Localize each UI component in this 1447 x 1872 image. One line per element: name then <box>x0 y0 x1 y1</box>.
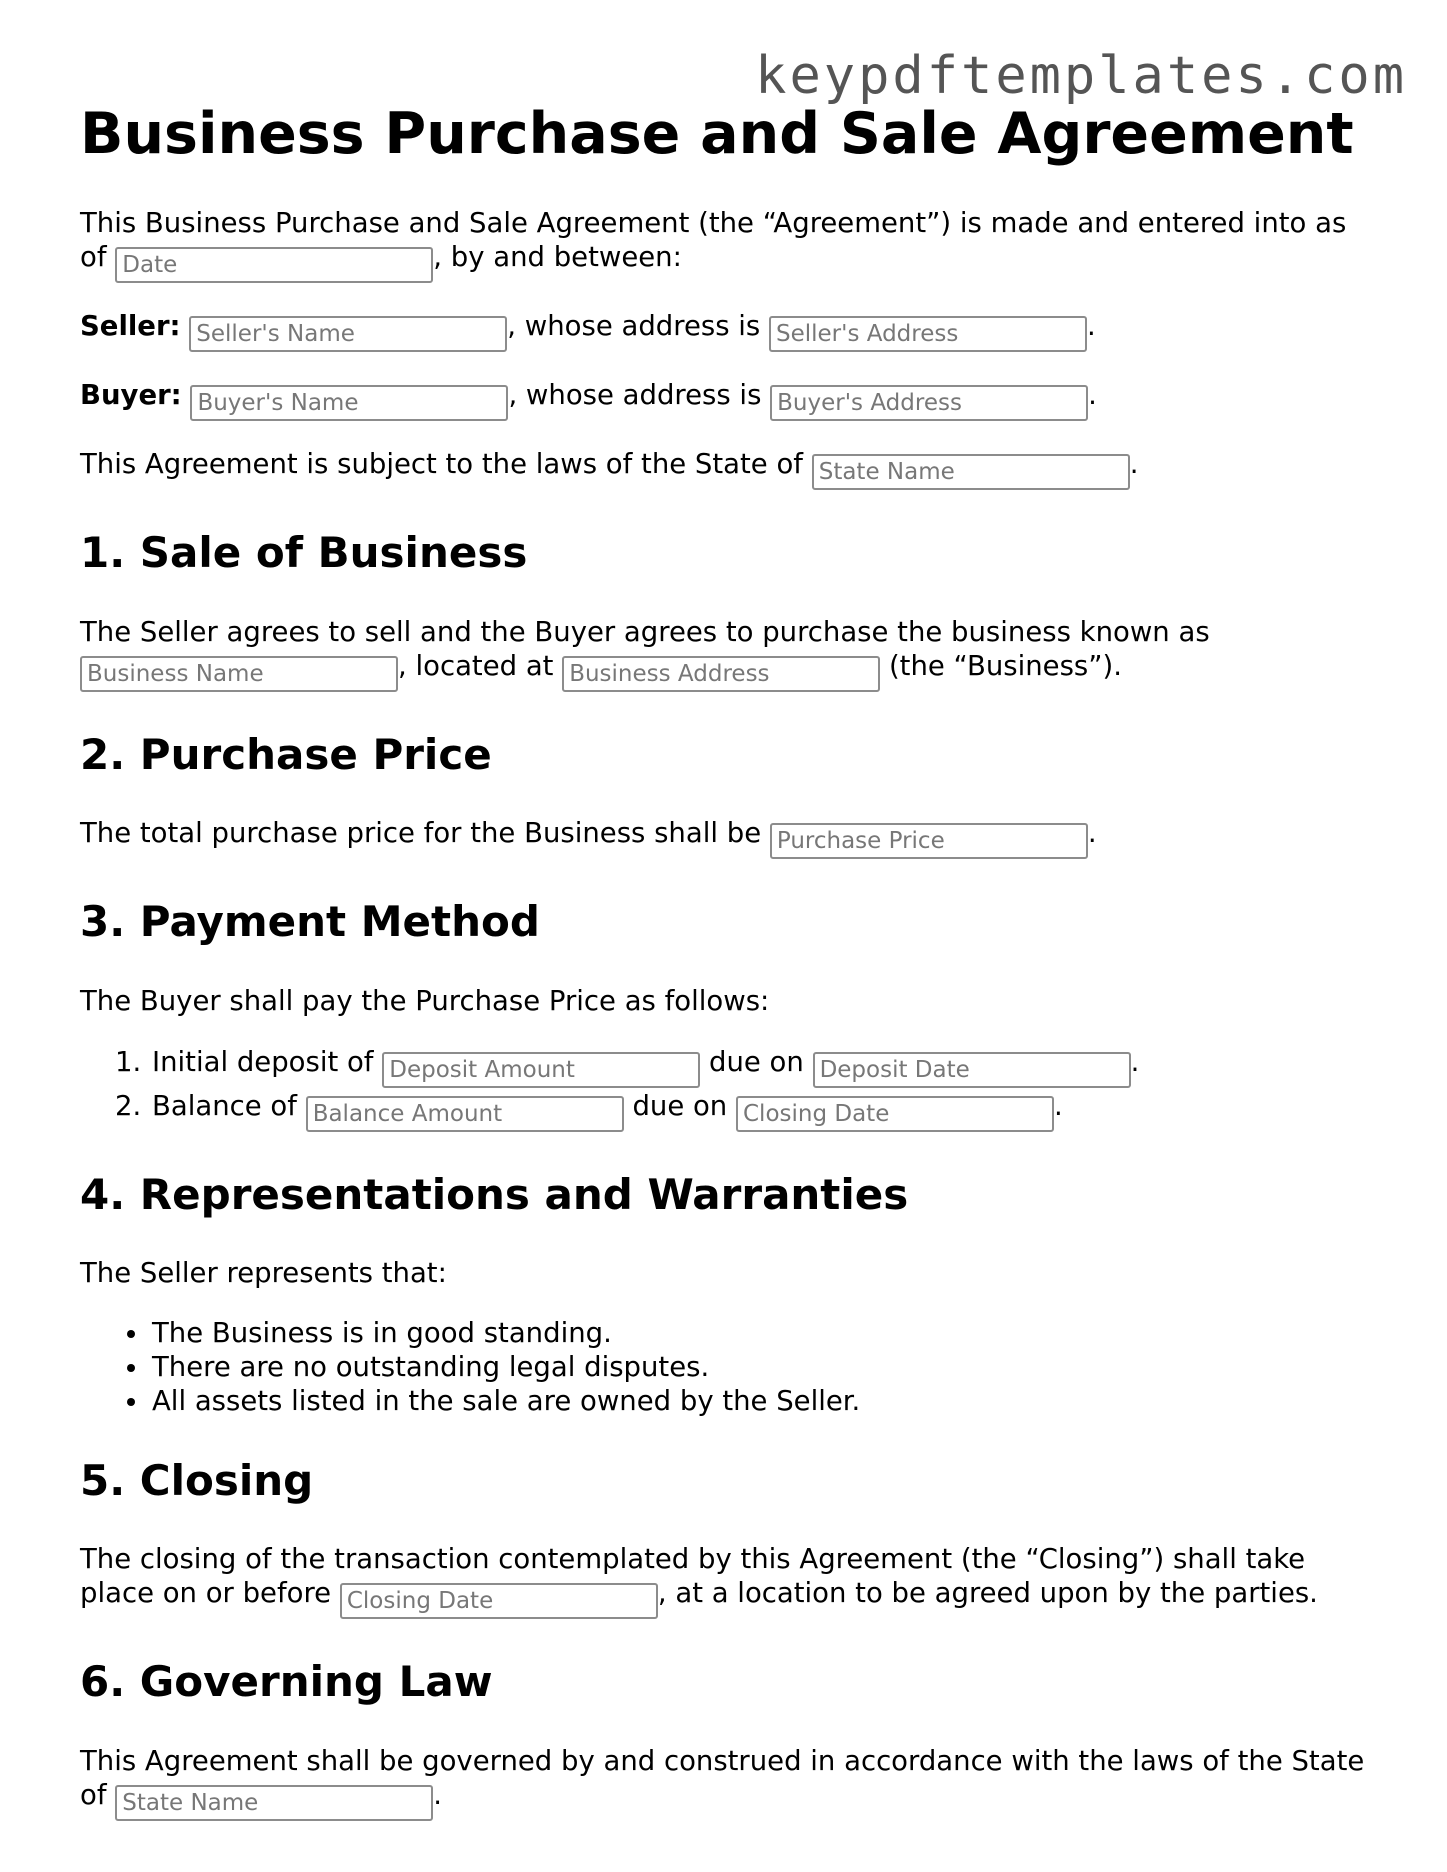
balance-label: Balance of <box>152 1089 297 1122</box>
deposit-line-end: . <box>1130 1045 1140 1078</box>
closing-paragraph <box>80 1542 1380 1619</box>
buyer-address-field[interactable] <box>770 385 1088 421</box>
payment-item-deposit <box>150 1044 1380 1088</box>
purchase-price-field[interactable] <box>770 823 1088 859</box>
deposit-date-field[interactable] <box>813 1052 1131 1088</box>
deposit-amount-field[interactable] <box>382 1052 700 1088</box>
balance-line-end: . <box>1054 1089 1063 1122</box>
balance-due-text: due on <box>632 1089 728 1122</box>
representations-list <box>80 1316 1380 1418</box>
business-name-field[interactable] <box>80 656 398 692</box>
seller-label: Seller: <box>80 310 181 343</box>
buyer-label: Buyer: <box>80 379 182 412</box>
page-title: Business Purchase and Sale Agreement <box>80 101 1354 167</box>
agreement-date-field[interactable] <box>115 247 433 283</box>
laws-line <box>80 447 1380 490</box>
section-heading-payment: 3. Payment Method <box>80 897 540 947</box>
section-heading-representations: 4. Representations and Warranties <box>80 1169 909 1219</box>
buyer-name-field[interactable] <box>190 385 508 421</box>
sale-mid-text: , located at <box>398 649 554 682</box>
buyer-line-end: . <box>1088 379 1097 412</box>
closing-text: The closing of the transaction contemplated by this Agreement (the “Closing”) shall take place on or before <box>80 1543 1306 1610</box>
section-heading-closing: 5. Closing <box>80 1455 314 1505</box>
price-paragraph <box>80 816 1380 859</box>
governing-law-text: This Agreement shall be governed by and construed in accordance with the laws of the State of <box>80 1744 1365 1811</box>
payment-item-balance <box>150 1088 1380 1132</box>
seller-line-end: . <box>1087 310 1096 343</box>
agreement-document <box>80 100 1380 1847</box>
list-item: • The Business is in good standing. <box>150 1316 1380 1350</box>
watermark: keypdftemplates.com <box>755 46 1407 106</box>
governing-law-line-end: . <box>433 1778 443 1811</box>
balance-closing-date-field[interactable] <box>736 1096 1054 1132</box>
closing-date-field[interactable] <box>340 1583 658 1619</box>
payment-intro: The Buyer shall pay the Purchase Price as follows: <box>80 984 770 1017</box>
buyer-line <box>80 378 1380 421</box>
price-line-end: . <box>1087 817 1097 850</box>
laws-line-end: . <box>1129 448 1139 481</box>
section-heading-sale: 1. Sale of Business <box>80 528 528 578</box>
deposit-label: Initial deposit of <box>152 1045 374 1078</box>
balance-amount-field[interactable] <box>306 1096 624 1132</box>
business-address-field[interactable] <box>562 656 880 692</box>
sale-text: The Seller agrees to sell and the Buyer agrees to purchase the business known as <box>80 615 1210 648</box>
list-item: • There are no outstanding legal disputes. <box>150 1350 1380 1384</box>
deposit-due-text: due on <box>709 1045 804 1078</box>
price-text: The total purchase price for the Business shall be <box>80 817 762 850</box>
payment-list <box>80 1044 1380 1132</box>
seller-address-field[interactable] <box>769 316 1087 352</box>
seller-name-field[interactable] <box>189 316 507 352</box>
sale-text-after: (the “Business”). <box>888 649 1122 682</box>
intro-paragraph <box>80 206 1380 283</box>
intro-text: This Business Purchase and Sale Agreement (the “Agreement”) is made and entered into as of <box>80 207 1347 274</box>
governing-law-paragraph <box>80 1744 1380 1821</box>
sale-paragraph <box>80 615 1380 692</box>
seller-line <box>80 309 1380 352</box>
closing-text-after: , at a location to be agreed upon by the parties. <box>657 1577 1318 1610</box>
governing-state-name-field[interactable] <box>115 1785 433 1821</box>
laws-text: This Agreement is subject to the laws of the State of <box>80 448 803 481</box>
section-heading-price: 2. Purchase Price <box>80 729 492 779</box>
buyer-mid-text: , whose address is <box>508 379 762 412</box>
seller-mid-text: , whose address is <box>507 310 761 343</box>
intro-text-after: , by and between: <box>433 241 682 274</box>
list-item: • All assets listed in the sale are owned by the Seller. <box>150 1384 1380 1418</box>
section-heading-governing-law: 6. Governing Law <box>80 1657 493 1707</box>
state-name-field[interactable] <box>812 454 1130 490</box>
representations-intro: The Seller represents that: <box>80 1256 447 1289</box>
